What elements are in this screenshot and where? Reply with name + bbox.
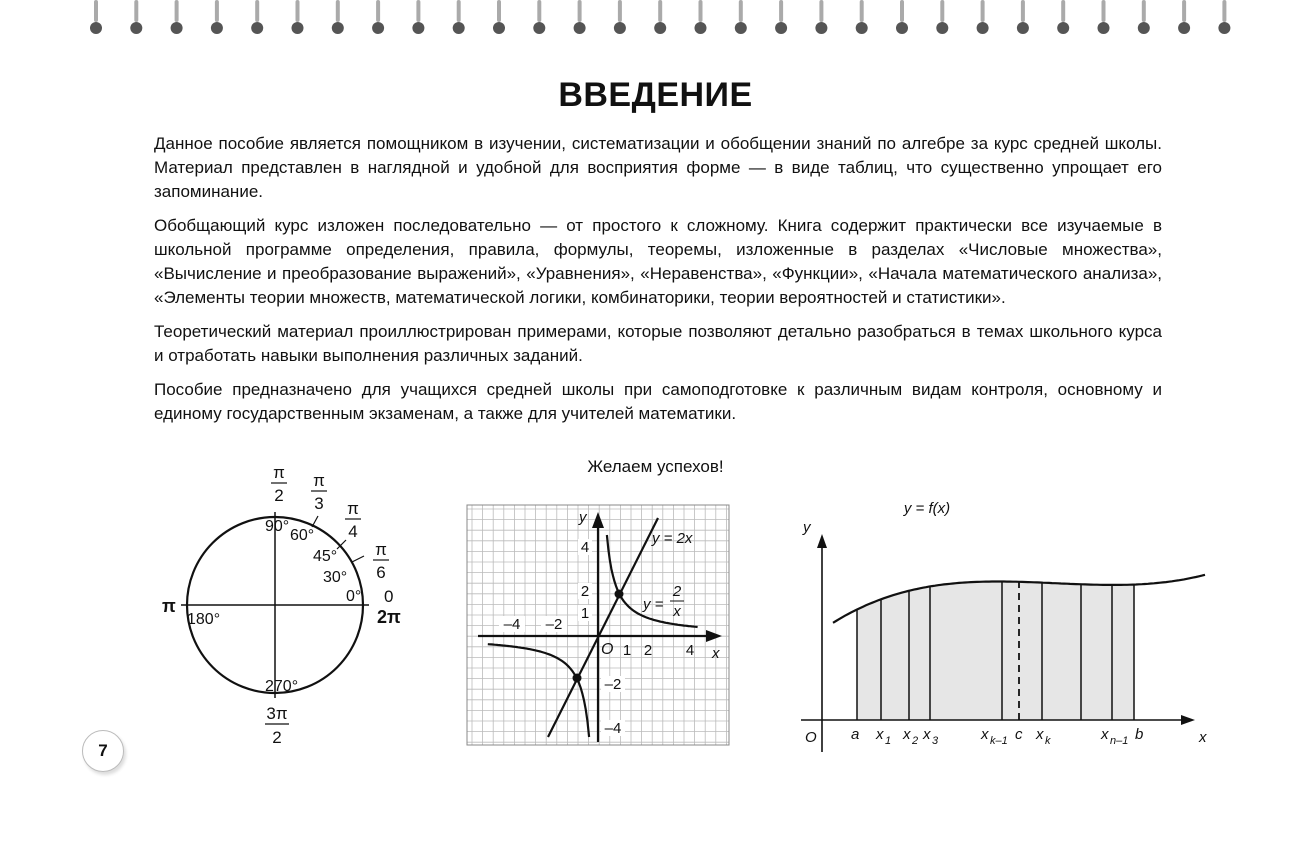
x-tick-neg4: –4 <box>503 616 521 633</box>
binding-hole <box>815 22 827 34</box>
binding-hole <box>1017 22 1029 34</box>
riemann-sum-figure <box>790 460 1220 760</box>
binding-hole <box>251 22 263 34</box>
intro-text <box>154 132 1162 436</box>
pi-over-3-den: 3 <box>314 494 324 513</box>
binding-hole <box>90 22 102 34</box>
binding-hole <box>614 22 626 34</box>
three-pi-over-2-den: 2 <box>272 728 282 747</box>
binding-hole <box>1057 22 1069 34</box>
x-tick-1: 1 <box>622 642 632 659</box>
binding-hole <box>735 22 747 34</box>
y-tick-1: 1 <box>580 605 590 622</box>
y-axis-label: y <box>803 519 811 536</box>
x-tick-2: 2 <box>643 642 653 659</box>
label-xk1: x <box>981 726 989 743</box>
binding-hole <box>412 22 424 34</box>
pi-over-4-den: 4 <box>348 522 358 541</box>
binding-hole <box>533 22 545 34</box>
binding-hole <box>896 22 908 34</box>
zero-label: 0 <box>384 587 394 606</box>
deg-45: 45° <box>313 548 338 565</box>
binding-hole <box>493 22 505 34</box>
label-xn1-sub: n–1 <box>1110 735 1129 747</box>
deg-180: 180° <box>187 611 221 628</box>
hyperbola-branch-negative <box>488 644 589 737</box>
binding-hole <box>695 22 707 34</box>
binding-hole <box>1098 22 1110 34</box>
hyperbola-label-num: 2 <box>672 583 682 600</box>
line-label: y = 2x <box>652 530 693 547</box>
label-c: c <box>1015 726 1023 743</box>
binding-hole <box>654 22 666 34</box>
x-axis-label: x <box>1199 729 1207 746</box>
hyperbola-label-lhs: y = <box>643 596 664 613</box>
binding-hole <box>292 22 304 34</box>
pi-label: π <box>162 596 176 616</box>
binding-hole <box>775 22 787 34</box>
label-a: a <box>851 726 860 743</box>
y-tick-4: 4 <box>580 539 590 556</box>
binding-hole <box>453 22 465 34</box>
label-x3-sub: 3 <box>932 735 939 747</box>
binding-hole <box>130 22 142 34</box>
pi-over-4-num: π <box>347 499 359 518</box>
function-label: y = f(x) <box>903 500 951 517</box>
pi-over-3-num: π <box>313 471 325 490</box>
spiral-binding <box>0 0 1311 40</box>
x-tick-neg2: –2 <box>545 616 563 633</box>
deg-30: 30° <box>323 569 348 586</box>
y-tick-2: 2 <box>580 583 590 600</box>
x-axis-label: x <box>712 645 720 662</box>
pi-over-2-den: 2 <box>274 486 284 505</box>
unit-circle-figure <box>150 460 420 760</box>
binding-hole <box>1138 22 1150 34</box>
binding-hole <box>1218 22 1230 34</box>
intersection-point-1 <box>615 590 624 599</box>
label-b: b <box>1135 726 1144 743</box>
label-x1: x <box>876 726 884 743</box>
label-x2-sub: 2 <box>912 735 919 747</box>
intersection-point-2 <box>573 674 582 683</box>
label-xk-sub: k <box>1045 735 1051 747</box>
page-title: ВВЕДЕНИЕ <box>558 76 753 114</box>
y-axis-label: y <box>579 509 587 526</box>
paragraph-3: Теоретический материал проиллюстрирован примерами, которые позволяют детально разобраться в темах школьного курса и отработать навыки выполнения различных заданий. <box>154 322 1162 365</box>
origin-label: O <box>601 641 614 658</box>
binding-hole <box>1178 22 1190 34</box>
binding-hole <box>936 22 948 34</box>
binding-hole <box>856 22 868 34</box>
y-tick-neg2: –2 <box>604 676 622 693</box>
binding-hole <box>372 22 384 34</box>
wish-text: Желаем успехов! <box>587 457 724 476</box>
paragraph-1: Данное пособие является помощником в изучении, систематизации и обобщении знаний по алгебре за курс средней школы. Материал представлен в наглядной и удобной для восприятия форме — в виде таблиц, что существенно упрощает его запоминание. <box>154 134 1162 201</box>
pi-over-6-num: π <box>375 540 387 559</box>
label-xk1-sub: k–1 <box>990 735 1008 747</box>
label-x2: x <box>903 726 911 743</box>
page-number: 7 <box>82 730 124 772</box>
y-tick-neg4: –4 <box>604 720 622 737</box>
deg-60: 60° <box>290 527 315 544</box>
paragraph-4: Пособие предназначено для учащихся средней школы при самоподготовке к различным видам контроля, основному и единому государственным экзаменам, а также для учителей математики. <box>154 380 1162 423</box>
binding-hole <box>171 22 183 34</box>
binding-hole <box>977 22 989 34</box>
pi-over-2-num: π <box>273 463 285 482</box>
label-x3: x <box>923 726 931 743</box>
binding-hole <box>332 22 344 34</box>
deg-90: 90° <box>265 518 290 535</box>
x-tick-4: 4 <box>685 642 695 659</box>
pi-over-6-den: 6 <box>376 563 386 582</box>
paragraph-2: Обобщающий курс изложен последовательно — от простого к сложному. Книга содержит практически все изучаемые в школьной программе определения, правила, формулы, теоремы, изложенные в разделах «Числовые множества», «Вычисление и преобразование выражений», «Уравнения», «Неравенства», «Функции», «Начала математического анализа», «Элементы теории множеств, математической логики, комбинаторики, теории вероятностей и статистики». <box>154 216 1162 307</box>
deg-0: 0° <box>346 588 362 605</box>
label-xn1: x <box>1101 726 1109 743</box>
deg-270: 270° <box>265 678 299 695</box>
area-under-curve <box>857 582 1134 721</box>
function-graph-figure <box>460 460 735 750</box>
binding-hole <box>574 22 586 34</box>
label-x1-sub: 1 <box>885 735 892 747</box>
origin-label: O <box>805 729 817 746</box>
three-pi-over-2-num: 3π <box>266 704 288 723</box>
two-pi-label: 2π <box>377 607 401 627</box>
binding-hole <box>211 22 223 34</box>
hyperbola-label-den: x <box>673 603 681 620</box>
label-xk: x <box>1036 726 1044 743</box>
